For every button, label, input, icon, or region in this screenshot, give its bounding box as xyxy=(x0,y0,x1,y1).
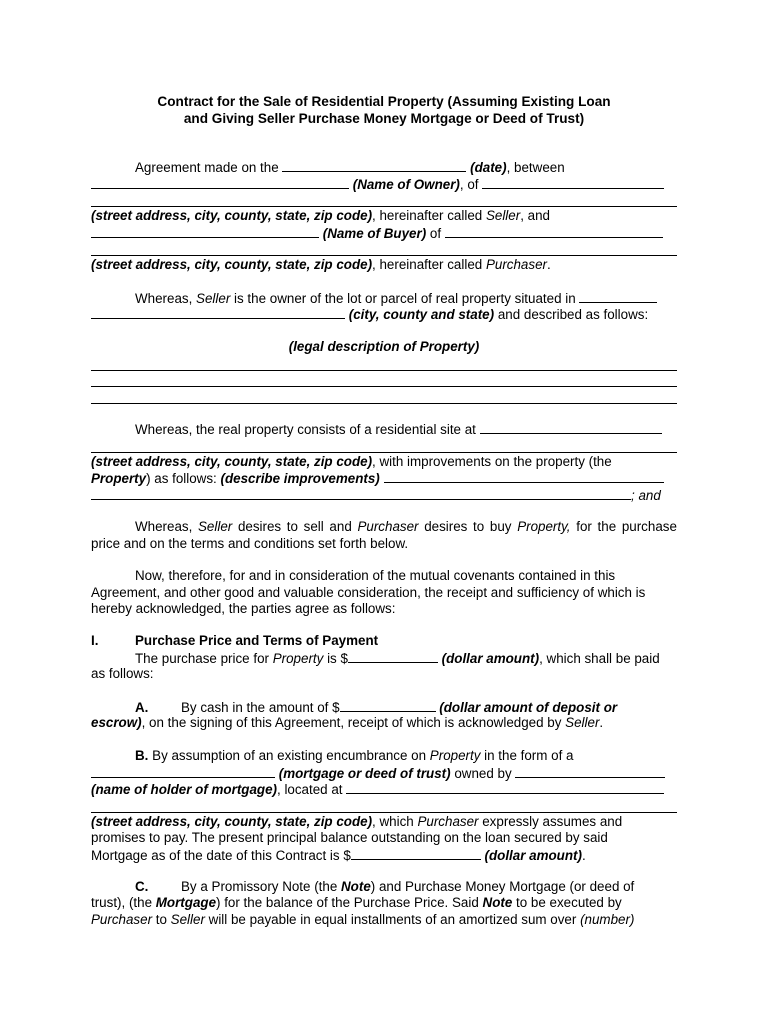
legal-description-blank-2[interactable] xyxy=(91,386,677,387)
item-a-line-2: escrow), on the signing of this Agreement, receipt of which is acknowledged by Seller. xyxy=(91,715,604,730)
holder-address-blank[interactable] xyxy=(91,812,677,813)
owner-of-blank[interactable] xyxy=(482,176,664,189)
legal-description-blank-3[interactable] xyxy=(91,403,677,404)
item-c-line-2: trust), (the Mortgage) for the balance of the Purchase Price. Said Note to be executed by xyxy=(91,895,622,910)
whereas-2-line-3: Property) as follows: (describe improvements) xyxy=(91,470,677,487)
owner-address-blank[interactable] xyxy=(91,206,677,207)
intro-line-5: (street address, city, county, state, zip code), hereinafter called Purchaser. xyxy=(91,257,551,272)
item-c-line-1: C. By a Promissory Note (the Note) and Purchase Money Mortgage (or deed of xyxy=(135,879,635,894)
item-b-line-4: (street address, city, county, state, zip code), which Purchaser expressly assumes and xyxy=(91,814,623,829)
section-1-heading: I. Purchase Price and Terms of Payment xyxy=(91,633,379,648)
document-title-line-1: Contract for the Sale of Residential Property (Assuming Existing Loan xyxy=(157,94,611,109)
intro-line-2: (Name of Owner), of xyxy=(91,176,677,193)
whereas-1-line-1: Whereas, Seller is the owner of the lot or parcel of real property situated in xyxy=(91,290,677,307)
intro-line-3: (street address, city, county, state, zip code), hereinafter called Seller, and xyxy=(91,208,550,223)
whereas-2-line-1: Whereas, the real property consists of a residential site at xyxy=(91,421,677,438)
purchase-price-blank[interactable] xyxy=(348,650,438,663)
intro-line-1: Agreement made on the (date), between xyxy=(135,160,565,175)
improvements-blank-2[interactable] xyxy=(91,487,631,500)
item-b-line-2: (mortgage or deed of trust) owned by xyxy=(91,765,677,782)
whereas-1-line-2: (city, county and state) and described as follows: xyxy=(91,306,677,323)
item-b-line-1: B. By assumption of an existing encumbrance on Property in the form of a xyxy=(135,748,574,763)
owner-name-blank[interactable] xyxy=(91,176,349,189)
mortgage-type-blank[interactable] xyxy=(91,765,275,778)
now-therefore-line-3: hereby acknowledged, the parties agree as follows: xyxy=(91,601,396,616)
section-1-line-1: The purchase price for Property is $ (dollar amount), which shall be paid xyxy=(135,651,660,666)
intro-line-4: (Name of Buyer) of xyxy=(91,225,677,242)
deposit-amount-blank[interactable] xyxy=(340,699,436,712)
situated-in-blank[interactable] xyxy=(579,290,657,303)
whereas-3-line-2: price and on the terms and conditions set forth below. xyxy=(91,536,409,551)
residential-site-address-blank[interactable] xyxy=(91,452,677,453)
buyer-name-blank[interactable] xyxy=(91,225,319,238)
whereas-2-line-4: ; and xyxy=(91,487,677,504)
legal-description-blank-1[interactable] xyxy=(91,370,677,371)
item-b-line-5: promises to pay. The present principal balance outstanding on the loan secured by said xyxy=(91,830,608,845)
whereas-3-line-1: Whereas, Seller desires to sell and Purchaser desires to buy Property, for the purchase xyxy=(135,519,677,534)
principal-balance-blank[interactable] xyxy=(351,847,481,860)
legal-description-label: (legal description of Property) xyxy=(288,339,480,354)
whereas-2-line-2: (street address, city, county, state, zip code), with improvements on the property (the xyxy=(91,454,612,469)
residential-site-blank[interactable] xyxy=(480,421,662,434)
city-county-state-blank[interactable] xyxy=(91,306,345,319)
buyer-of-blank[interactable] xyxy=(445,225,663,238)
owned-by-blank[interactable] xyxy=(515,765,665,778)
item-b-line-3: (name of holder of mortgage), located at xyxy=(91,781,677,798)
item-a-line-1: A. By cash in the amount of $ (dollar amount of deposit or xyxy=(135,700,618,715)
section-1-line-2: as follows: xyxy=(91,666,154,681)
holder-location-blank[interactable] xyxy=(346,781,664,794)
now-therefore-line-2: Agreement, and other good and valuable consideration, the receipt and sufficiency of which is xyxy=(91,585,646,600)
buyer-address-blank[interactable] xyxy=(91,255,677,256)
document-title-line-2: and Giving Seller Purchase Money Mortgage or Deed of Trust) xyxy=(183,111,585,126)
improvements-blank-1[interactable] xyxy=(384,470,664,483)
now-therefore-line-1: Now, therefore, for and in consideration of the mutual covenants contained in this xyxy=(135,568,616,583)
date-blank[interactable] xyxy=(282,159,466,172)
item-b-line-6: Mortgage as of the date of this Contract is $ (dollar amount). xyxy=(91,848,586,863)
item-c-line-3: Purchaser to Seller will be payable in equal installments of an amortized sum over (number) xyxy=(91,912,635,927)
